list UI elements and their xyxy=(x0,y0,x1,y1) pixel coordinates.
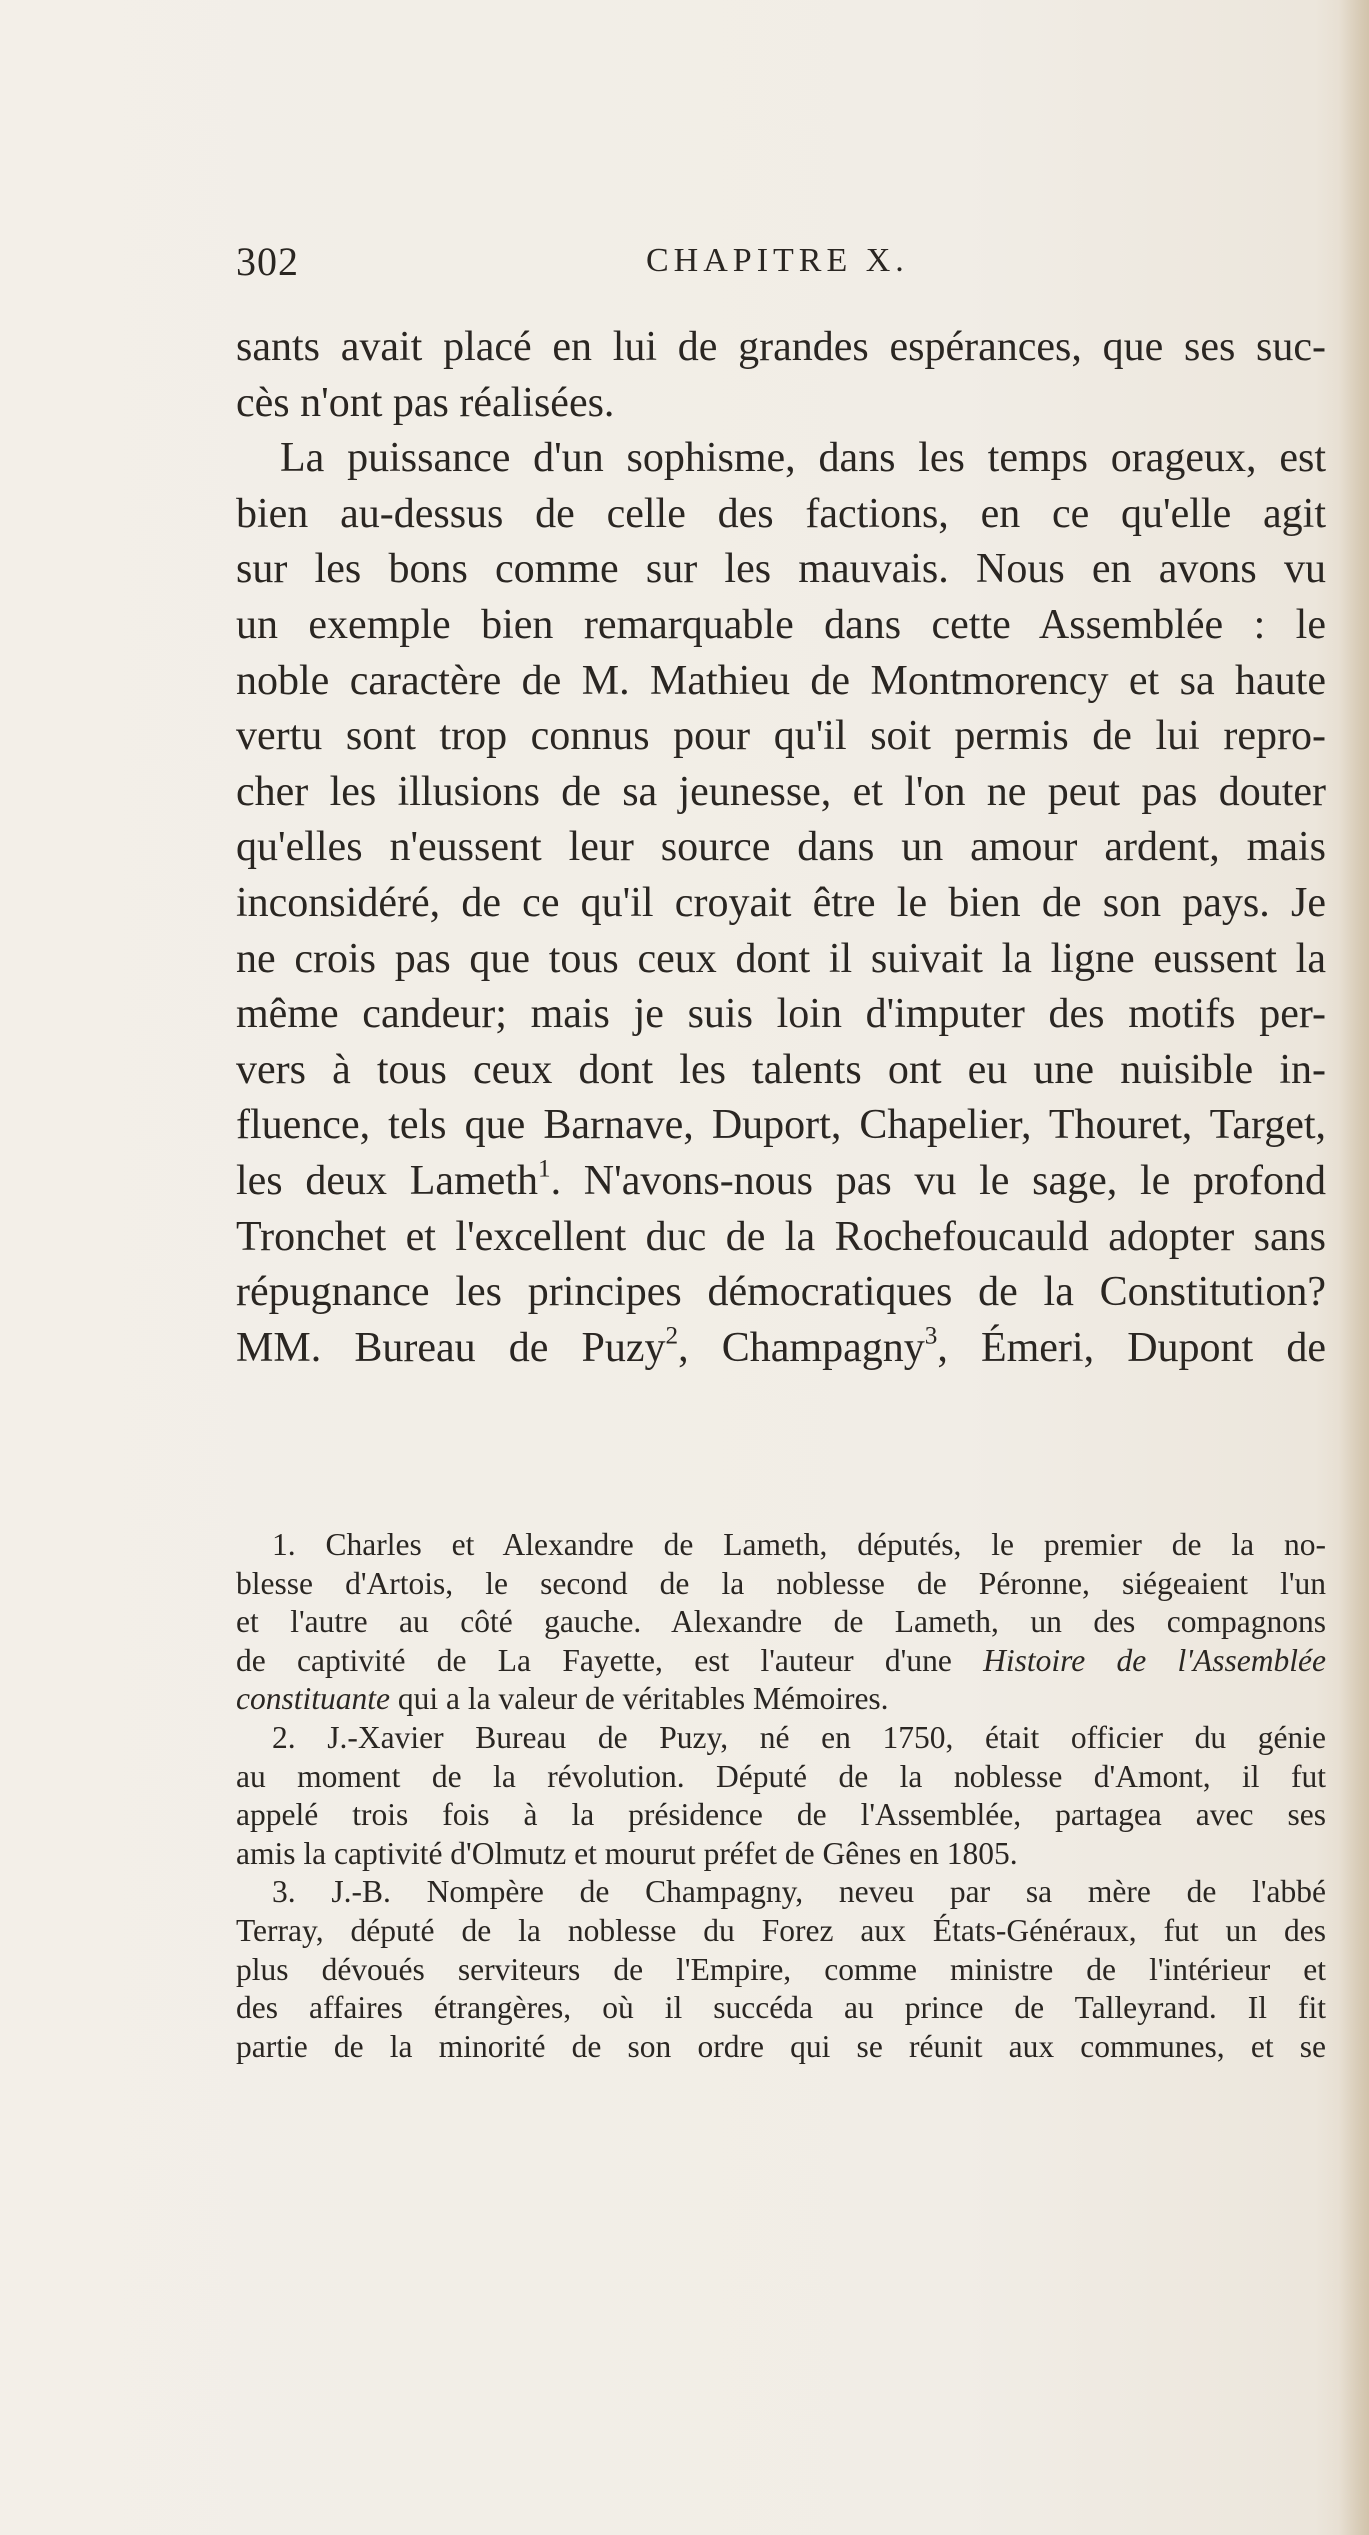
text-segment: , Champagny xyxy=(678,1324,925,1371)
footnote-ref: 2 xyxy=(665,1322,679,1350)
footnote-line: blesse d'Artois, le second de la noblesse de Péronne, siégeaient l'un xyxy=(236,1565,1326,1601)
footnote-line: appelé trois fois à la présidence de l'Assemblée, partagea avec ses xyxy=(236,1797,1326,1833)
text-line: bien au-dessus de celle des factions, en ce qu'elle agit xyxy=(236,490,1326,537)
text-segment: , Émeri, Dupont de xyxy=(937,1324,1326,1371)
book-title: constituante xyxy=(236,1681,390,1717)
page-edge-shadow xyxy=(1339,0,1369,2535)
text-line: même candeur; mais je suis loin d'imputer des motifs per- xyxy=(236,991,1326,1038)
footnote-ref: 3 xyxy=(924,1322,938,1350)
text-line: cès n'ont pas réalisées. xyxy=(236,379,615,426)
text-line: Tronchet et l'excellent duc de la Rochefoucauld adopter sans xyxy=(236,1213,1326,1260)
text-segment: MM. Bureau de Puzy xyxy=(236,1324,666,1371)
text-line: noble caractère de M. Mathieu de Montmorency et sa haute xyxy=(236,657,1326,704)
text-line: vertu sont trop connus pour qu'il soit permis de lui repro- xyxy=(236,713,1326,760)
running-title: CHAPITRE X. xyxy=(646,242,909,279)
text-line: cher les illusions de sa jeunesse, et l'on ne peut pas douter xyxy=(236,768,1326,815)
book-title: Histoire de l'Assemblée xyxy=(983,1642,1326,1678)
text-line: sur les bons comme sur les mauvais. Nous en avons vu xyxy=(236,546,1326,593)
footnote-line: au moment de la révolution. Député de la noblesse d'Amont, il fut xyxy=(236,1758,1326,1794)
footnote-line: et l'autre au côté gauche. Alexandre de Lameth, un des compagnons xyxy=(236,1604,1326,1640)
text-line: ne crois pas que tous ceux dont il suivait la ligne eussent la xyxy=(236,935,1326,982)
text-line: un exemple bien remarquable dans cette Assemblée : le xyxy=(236,601,1326,648)
text-segment: de captivité de La Fayette, est l'auteur d'une xyxy=(236,1642,984,1678)
footnote-line: Terray, député de la noblesse du Forez aux États-Généraux, fut un des xyxy=(236,1912,1326,1948)
text-line: fluence, tels que Barnave, Duport, Chapelier, Thouret, Target, xyxy=(236,1102,1326,1149)
footnote-line xyxy=(236,1680,1326,1719)
text-line: sants avait placé en lui de grandes espérances, que ses suc- xyxy=(236,324,1326,370)
footnote-line: 1. Charles et Alexandre de Lameth, députés, le premier de la no- xyxy=(272,1527,1326,1562)
footnote-ref: 1 xyxy=(538,1155,551,1183)
text-line: répugnance les principes démocratiques de la Constitution? xyxy=(236,1269,1326,1316)
footnote-line: 3. J.-B. Nompère de Champagny, neveu par sa mère de l'abbé xyxy=(272,1874,1326,1910)
text-line: qu'elles n'eussent leur source dans un amour ardent, mais xyxy=(236,824,1326,871)
text-segment: . N'avons-nous pas vu le sage, le profond xyxy=(550,1157,1326,1204)
footnote-line: 2. J.-Xavier Bureau de Puzy, né en 1750, était officier du génie xyxy=(272,1719,1326,1755)
footnote-line: plus dévoués serviteurs de l'Empire, comme ministre de l'intérieur et xyxy=(236,1951,1326,1987)
text-line: La puissance d'un sophisme, dans les temps orageux, est xyxy=(280,435,1326,482)
footnote-line xyxy=(236,1642,1326,1681)
footnote-line: partie de la minorité de son ordre qui se réunit aux communes, et se xyxy=(236,2028,1326,2064)
text-line xyxy=(236,1321,1326,1377)
footnotes xyxy=(236,1526,1326,2066)
text-line: vers à tous ceux dont les talents ont eu une nuisible in- xyxy=(236,1046,1326,1093)
text-line xyxy=(236,1154,1326,1210)
text-segment: qui a la valeur de véritables Mémoires. xyxy=(389,1681,889,1717)
footnote-line: des affaires étrangères, où il succéda au prince de Talleyrand. Il fit xyxy=(236,1990,1326,2026)
footnote-line: amis la captivité d'Olmutz et mourut préfet de Gênes en 1805. xyxy=(236,1835,1018,1871)
text-segment: les deux Lameth xyxy=(236,1157,538,1204)
page-header xyxy=(236,238,1326,288)
body-text xyxy=(236,320,1326,1376)
page-number: 302 xyxy=(236,239,299,284)
text-line: inconsidéré, de ce qu'il croyait être le bien de son pays. Je xyxy=(236,879,1326,926)
